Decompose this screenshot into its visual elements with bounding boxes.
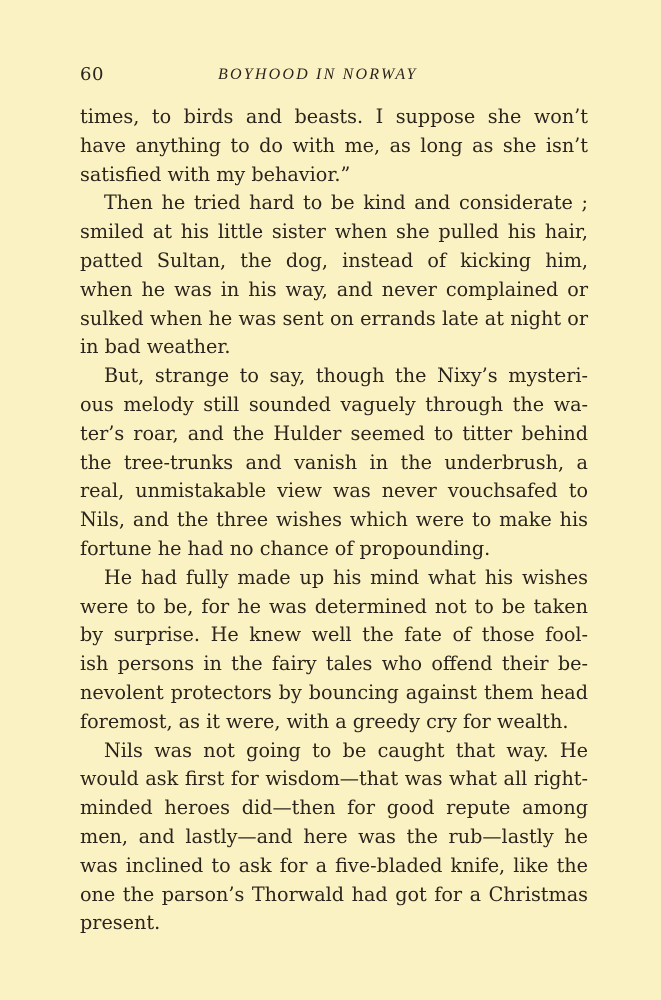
text-line: ter’s roar, and the Hulder seemed to titter behind: [80, 421, 588, 445]
text-line: would ask first for wisdom—that was what all right-: [80, 767, 588, 791]
paragraph: [80, 737, 588, 939]
text-line: was inclined to ask for a five-bladed knife, like the: [80, 853, 588, 877]
text-line: were to be, for he was determined not to be taken: [80, 594, 588, 618]
text-line: patted Sultan, the dog, instead of kicking him,: [80, 248, 588, 272]
page-header: [80, 64, 588, 88]
text-line: men, and lastly—and here was the rub—lastly he: [80, 824, 588, 848]
text-line: He had fully made up his mind what his wishes: [104, 565, 588, 589]
text-line: ous melody still sounded vaguely through the wa-: [80, 392, 588, 416]
paragraph: [80, 189, 588, 362]
running-title: BOYHOOD IN NORWAY: [218, 66, 418, 83]
text-line: by surprise. He knew well the fate of those fool-: [80, 623, 588, 647]
text-line: minded heroes did—then for good repute among: [80, 796, 588, 820]
text-line: Nils, and the three wishes which were to make his: [80, 508, 588, 532]
text-line: satisfied with my behavior.”: [80, 162, 351, 186]
body-text: [80, 103, 588, 938]
paragraph: [80, 362, 588, 564]
page-number: 60: [80, 64, 104, 85]
paragraph: [80, 103, 588, 189]
text-line: times, to birds and beasts. I suppose she won’t: [80, 105, 588, 128]
text-line: smiled at his little sister when she pulled his hair,: [80, 220, 588, 244]
text-line: one the parson’s Thorwald had got for a Christmas: [80, 882, 588, 906]
text-line: have anything to do with me, as long as she isn’t: [80, 133, 588, 157]
text-line: foremost, as it were, with a greedy cry for wealth.: [80, 709, 569, 733]
text-line: Then he tried hard to be kind and considerate ;: [104, 191, 588, 215]
text-line: the tree-trunks and vanish in the underbrush, a: [80, 450, 588, 474]
paragraph: [80, 564, 588, 737]
text-line: real, unmistakable view was never vouchsafed to: [80, 479, 588, 503]
text-line: when he was in his way, and never complained or: [80, 277, 588, 301]
text-line: in bad weather.: [80, 335, 231, 359]
text-line: present.: [80, 911, 161, 935]
text-line: ish persons in the fairy tales who offend their be-: [80, 652, 588, 676]
text-line: Nils was not going to be caught that way. He: [104, 738, 588, 762]
text-line: nevolent protectors by bouncing against them head: [80, 680, 588, 704]
text-line: sulked when he was sent on errands late at night or: [80, 306, 588, 330]
text-line: But, strange to say, though the Nixy’s mysteri-: [104, 364, 588, 388]
text-line: fortune he had no chance of propounding.: [80, 536, 491, 560]
